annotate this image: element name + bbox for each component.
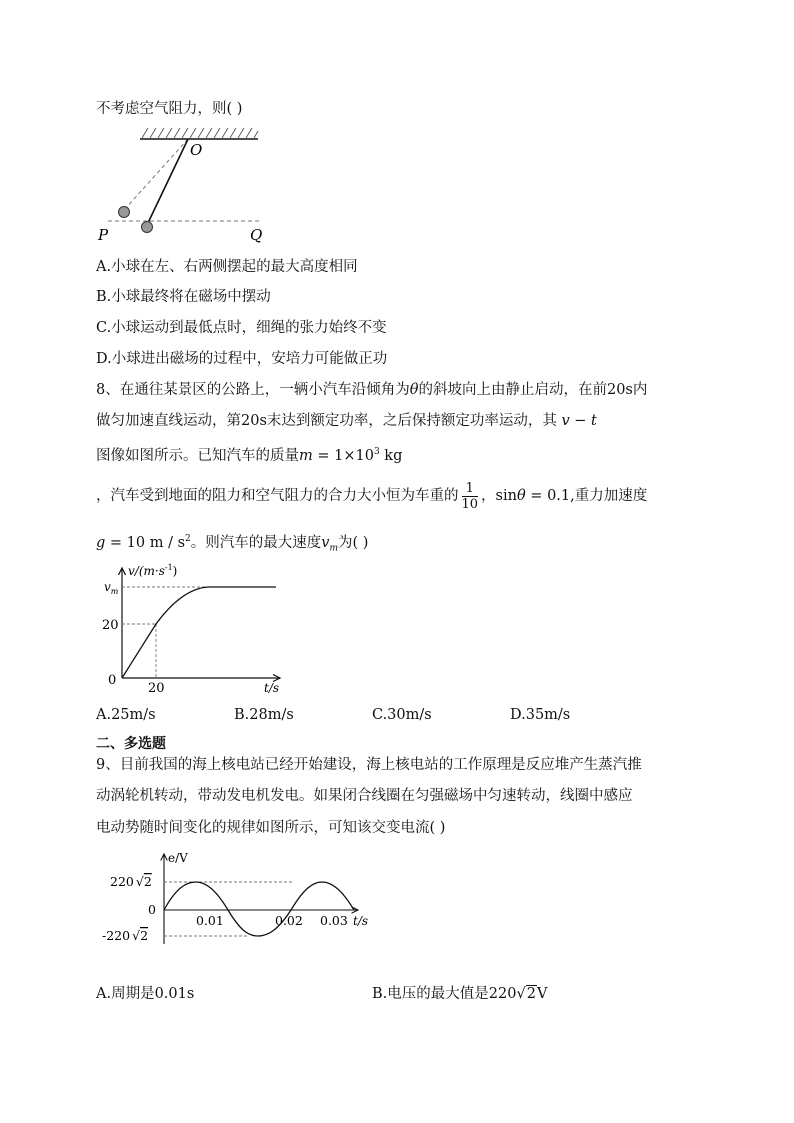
pendulum-string [147,139,188,225]
label-max: 220 √2 [110,874,152,889]
origin-label: 0 [108,673,117,688]
vt-y-label: $v/(m\cdot s^{-1})$ [128,563,178,578]
label-min: -220 √2 [102,928,149,943]
q7-stem-tail: 不考虑空气阻力，则( ) [96,101,243,117]
e-axis-label: e/V [168,851,188,865]
vt-curve [122,587,276,678]
q7-pendulum-figure [92,124,282,246]
q8-option-d: D.35m/s [510,707,571,723]
dashed-string [124,139,188,210]
origin-label: 0 [148,902,156,917]
section-title-multiple-choice: 二、多选题 [96,736,166,752]
vt-x-label: t/s [264,681,280,695]
q8-line-2: 做匀加速直线运动，第20s末达到额定功率，之后保持额定功率运动，其 v − t [96,413,597,429]
tick-003: 0.03 [320,913,348,928]
q9-option-b: B.电压的最大值是220√2V [372,986,548,1002]
ball-lowest [142,222,153,233]
vm-label: $v_m$ [104,580,119,596]
q8-vt-graph [98,560,288,696]
q9-line-1: 9、目前我国的海上核电站已经开始建设，海上核电站的工作原理是反应堆产生蒸汽推 [96,757,642,773]
q7-option-c: C.小球运动到最低点时，细绳的张力始终不变 [96,320,387,336]
fraction-one-tenth: $\frac{1}{10}$ [461,480,479,512]
q9-option-a: A.周期是0.01s [96,986,195,1002]
label-p: P [98,226,109,244]
tick-002: 0.02 [275,913,303,928]
label-o: O [190,141,203,159]
q8-option-c: C.30m/s [372,707,432,723]
q8-option-a: A.25m/s [96,707,156,723]
q8-option-b: B.28m/s [234,707,294,723]
q8-line-5: g = 10 m / $s^2$。则汽车的最大速度$v_m$为( ) [96,534,369,554]
tick-y-20: 20 [102,618,119,633]
q9-line-2: 动涡轮机转动，带动发电机发电。如果闭合线圈在匀强磁场中匀速转动，线圈中感应 [96,788,633,804]
q9-et-graph [98,848,378,948]
tick-001: 0.01 [196,913,224,928]
ball-raised [119,207,130,218]
q8-line-4: ，汽车受到地面的阻力和空气阻力的合力大小恒为车重的 $\frac{1}{10}$ ，sinθ = 0.1,重力加速度 [96,480,648,512]
q8-line-1: 8、在通往某景区的公路上，一辆小汽车沿倾角为θ的斜坡向上由静止启动，在前20s内 [96,382,648,398]
q7-option-d: D.小球进出磁场的过程中，安培力可能做正功 [96,351,388,367]
q7-option-b: B.小球最终将在磁场中摆动 [96,289,271,305]
q7-option-a: A.小球在左、右两侧摆起的最大高度相同 [96,259,358,275]
q8-line-3: 图像如图所示。已知汽车的质量$m = 1\times 10^3$ kg [96,447,403,464]
q9-line-3: 电动势随时间变化的规律如图所示，可知该交变电流( ) [96,820,446,836]
t-axis-label: t/s [353,914,369,928]
tick-x-20: 20 [148,681,165,696]
label-q: Q [250,226,263,244]
